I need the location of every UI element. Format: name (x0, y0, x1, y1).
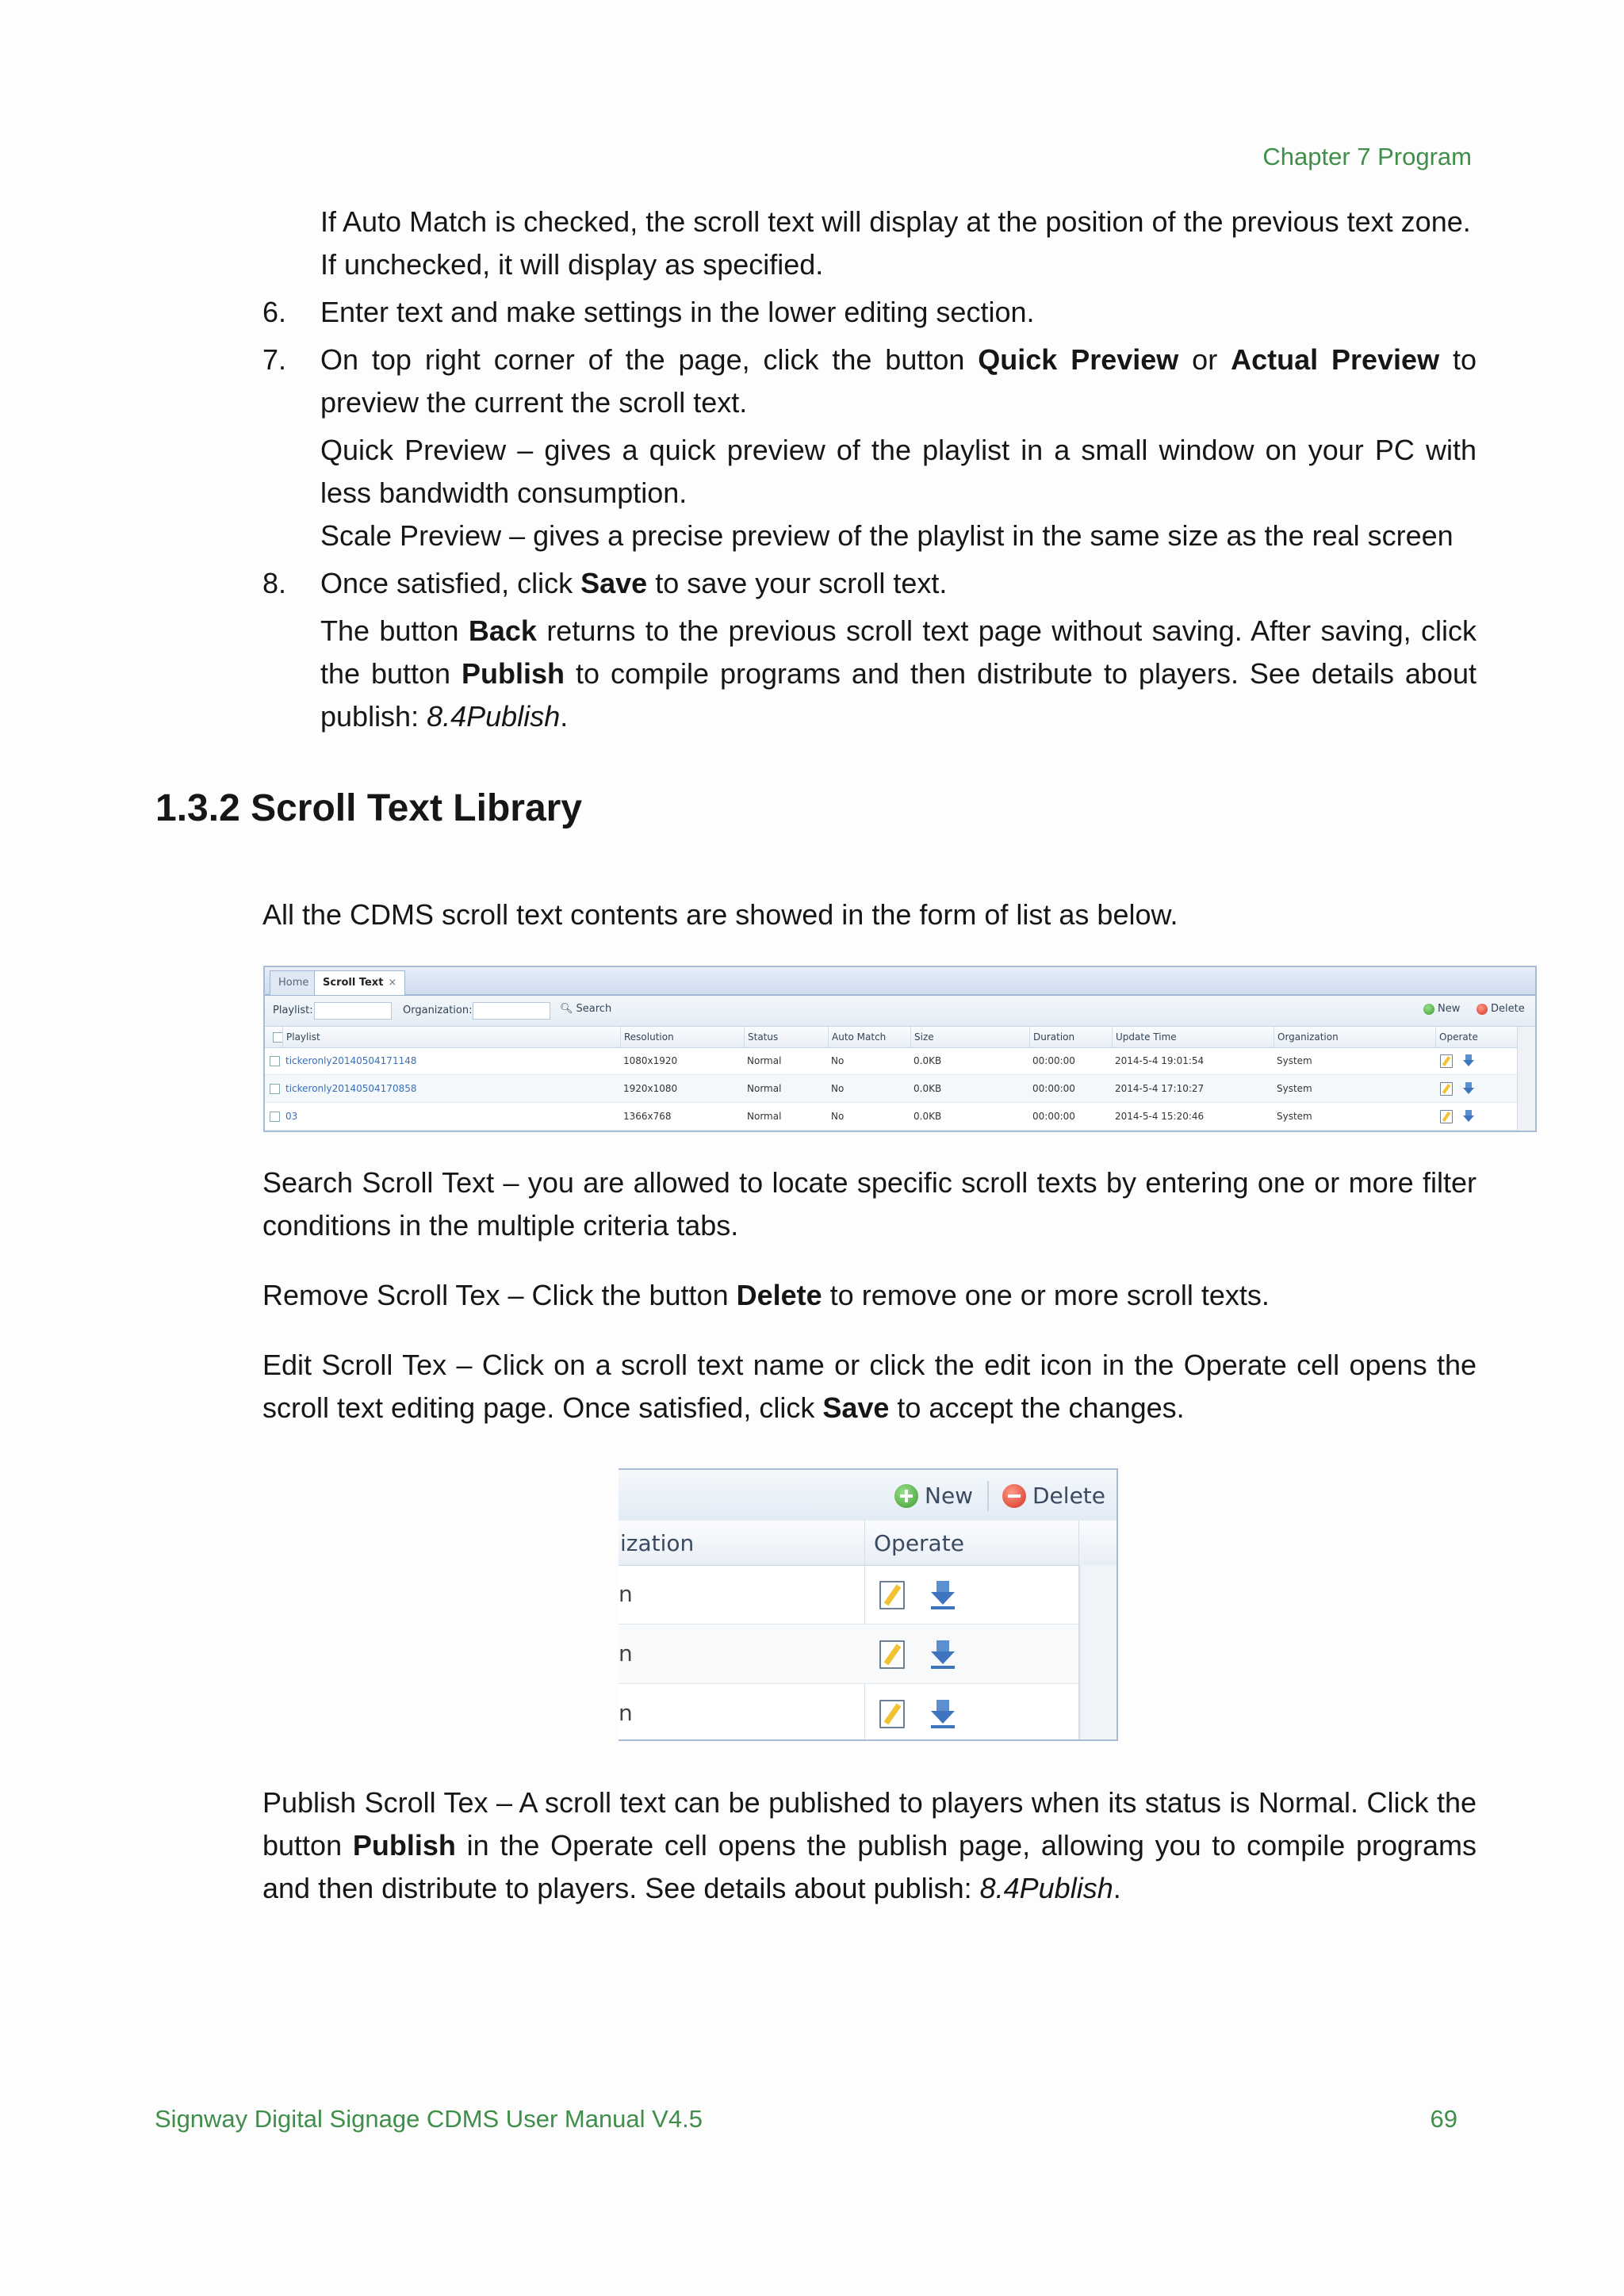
organization-filter-label: Organization: (403, 1004, 473, 1016)
auto-match-line-1: If Auto Match is checked, the scroll text will display at the position of the previous text zone. (320, 205, 1471, 238)
organization-cell: System (1277, 1055, 1312, 1066)
playlist-name-link[interactable]: tickeronly20140504171148 (285, 1055, 417, 1066)
table-row[interactable] (265, 1103, 1518, 1131)
new-label: New (925, 1483, 974, 1509)
auto-match-cell: No (831, 1083, 845, 1094)
column-auto-match[interactable]: Auto Match (828, 1027, 911, 1047)
page-number: 69 (1430, 2105, 1457, 2133)
status-cell: Normal (747, 1055, 782, 1066)
playlist-name-link[interactable]: 03 (285, 1111, 298, 1122)
publish-icon-base (931, 1606, 955, 1609)
edit-icon[interactable] (879, 1700, 905, 1728)
section-intro: All the CDMS scroll text contents are showed in the form of list as below. (262, 898, 1178, 931)
edit-icon[interactable] (879, 1581, 905, 1609)
playlist-name-link[interactable]: tickeronly20140504170858 (285, 1083, 417, 1094)
column-organization[interactable]: Organization (1274, 1027, 1436, 1047)
edit-icon[interactable] (1440, 1054, 1453, 1068)
organization-cell: System (1277, 1111, 1312, 1122)
update-time-cell: 2014-5-4 19:01:54 (1115, 1055, 1205, 1066)
publish-icon[interactable] (1462, 1082, 1475, 1095)
search-button[interactable] (560, 1003, 611, 1015)
resolution-cell: 1920x1080 (623, 1083, 678, 1094)
new-label: New (1438, 1003, 1461, 1015)
publish-icon-base (931, 1725, 955, 1728)
status-cell: Normal (747, 1111, 782, 1122)
organization-filter-input[interactable] (473, 1002, 550, 1020)
size-cell: 0.0KB (914, 1083, 942, 1094)
toolbar-separator (987, 1481, 989, 1511)
row-checkbox[interactable] (270, 1103, 280, 1130)
tab-close-icon[interactable]: × (388, 977, 397, 989)
filter-toolbar (265, 996, 1535, 1027)
edit-icon[interactable] (879, 1640, 905, 1669)
grid-scrollbar[interactable] (1517, 1027, 1535, 1131)
duration-cell: 00:00:00 (1032, 1111, 1075, 1122)
search-icon: 🔍︎ (560, 1003, 573, 1015)
column-organization-fragment: ization (620, 1530, 695, 1556)
row-checkbox[interactable] (270, 1047, 280, 1074)
status-cell: Normal (747, 1083, 782, 1094)
resolution-cell: 1080x1920 (623, 1055, 678, 1066)
search-label: Search (576, 1003, 612, 1015)
grid-scrollbar[interactable] (1079, 1565, 1116, 1739)
edit-description: Edit Scroll Tex – Click on a scroll text name or click the edit icon in the Operate cell opens the scroll text editing page. Once satisfied, click Save to accept the changes. (262, 1349, 1477, 1424)
publish-icon[interactable] (929, 1581, 956, 1608)
column-update-time[interactable]: Update Time (1112, 1027, 1274, 1047)
remove-icon (1477, 1004, 1488, 1015)
table-row[interactable] (265, 1047, 1518, 1075)
step-7-number: 7. (262, 343, 287, 376)
row-checkbox[interactable] (270, 1075, 280, 1102)
playlist-filter-input[interactable] (314, 1002, 392, 1020)
table-row[interactable] (619, 1565, 1078, 1624)
delete-label: Delete (1491, 1003, 1525, 1015)
column-operate: Operate (874, 1530, 964, 1556)
publish-icon[interactable] (1462, 1110, 1475, 1123)
delete-button[interactable] (1477, 1003, 1525, 1015)
remove-icon (1002, 1484, 1026, 1508)
organization-cell: System (1277, 1083, 1312, 1094)
chapter-header: Chapter 7 Program (1262, 143, 1472, 170)
size-cell: 0.0KB (914, 1055, 942, 1066)
delete-button[interactable] (1002, 1483, 1105, 1509)
auto-match-line-2: If unchecked, it will display as specified. (320, 248, 824, 281)
operate-cell (1440, 1075, 1475, 1102)
resolution-cell: 1366x768 (623, 1111, 672, 1122)
add-icon (894, 1484, 918, 1508)
organization-fragment: n (619, 1700, 633, 1726)
step-6-number: 6. (262, 296, 287, 328)
playlist-filter-label: Playlist: (273, 1004, 313, 1016)
operate-column-screenshot (619, 1468, 1118, 1741)
select-all-checkbox[interactable] (270, 1027, 283, 1047)
auto-match-cell: No (831, 1055, 845, 1066)
scroll-text-grid (265, 1027, 1535, 1131)
auto-match-cell: No (831, 1111, 845, 1122)
column-status[interactable]: Status (744, 1027, 827, 1047)
back-button-note: The button Back returns to the previous scroll text page without saving. After saving, click the button Publish to compile programs and then distribute to players. See details about publish: 8.4Publish. (320, 614, 1477, 733)
tab-scroll-text-label: Scroll Text (323, 977, 384, 989)
search-description: Search Scroll Text – you are allowed to locate specific scroll texts by entering one or more filter conditions in the multiple criteria tabs. (262, 1166, 1477, 1242)
duration-cell: 00:00:00 (1032, 1055, 1075, 1066)
step-7-text: On top right corner of the page, click the button Quick Preview or Actual Preview to preview the current the scroll text. (320, 343, 1477, 419)
publish-description: Publish Scroll Tex – A scroll text can be published to players when its status is Normal. Click the button Publish in the Operate cell opens the publish page, allowing you to compile programs and then distribute to players. See details about publish: 8.4Publish. (262, 1786, 1477, 1904)
new-button[interactable] (1423, 1003, 1460, 1015)
zoomed-header-row (619, 1521, 1116, 1566)
column-size[interactable]: Size (910, 1027, 1033, 1047)
new-button[interactable] (894, 1483, 973, 1509)
operate-cell (1440, 1047, 1475, 1074)
table-row[interactable] (619, 1684, 1078, 1741)
tab-bar (265, 967, 1535, 996)
publish-icon-base (931, 1666, 955, 1669)
publish-icon[interactable] (929, 1640, 956, 1667)
column-operate[interactable]: Operate (1435, 1027, 1519, 1047)
column-playlist[interactable]: Playlist (282, 1027, 619, 1047)
quick-preview-note: Quick Preview – gives a quick preview of the playlist in a small window on your PC with less bandwidth consumption. (320, 434, 1477, 509)
step-8-number: 8. (262, 567, 287, 599)
scroll-text-list-screenshot (263, 966, 1537, 1132)
remove-description: Remove Scroll Tex – Click the button Delete to remove one or more scroll texts. (262, 1279, 1270, 1311)
organization-fragment: n (619, 1581, 633, 1607)
update-time-cell: 2014-5-4 17:10:27 (1115, 1083, 1205, 1094)
footer-title: Signway Digital Signage CDMS User Manual V4.5 (155, 2105, 703, 2133)
publish-icon[interactable] (929, 1700, 956, 1727)
operate-cell (1440, 1103, 1475, 1130)
table-row[interactable] (265, 1075, 1518, 1103)
step-8-text: Once satisfied, click Save to save your scroll text. (320, 567, 948, 599)
update-time-cell: 2014-5-4 15:20:46 (1115, 1111, 1205, 1122)
grid-header-row (265, 1027, 1518, 1048)
column-resolution[interactable]: Resolution (620, 1027, 743, 1047)
step-6-text: Enter text and make settings in the lower editing section. (320, 296, 1035, 328)
tab-scroll-text[interactable] (314, 970, 405, 995)
section-title: 1.3.2 Scroll Text Library (155, 787, 583, 829)
edit-icon[interactable] (1440, 1110, 1453, 1123)
size-cell: 0.0KB (914, 1111, 942, 1122)
column-duration[interactable]: Duration (1029, 1027, 1113, 1047)
duration-cell: 00:00:00 (1032, 1083, 1075, 1094)
edit-icon[interactable] (1440, 1082, 1453, 1096)
add-icon (1423, 1004, 1434, 1015)
publish-icon[interactable] (1462, 1054, 1475, 1067)
delete-label: Delete (1032, 1483, 1105, 1509)
zoomed-toolbar (619, 1470, 1116, 1521)
organization-fragment: n (619, 1640, 633, 1667)
table-row[interactable] (619, 1624, 1078, 1684)
scale-preview-note: Scale Preview – gives a precise preview of the playlist in the same size as the real screen (320, 519, 1454, 552)
tab-home[interactable]: Home (270, 970, 317, 995)
